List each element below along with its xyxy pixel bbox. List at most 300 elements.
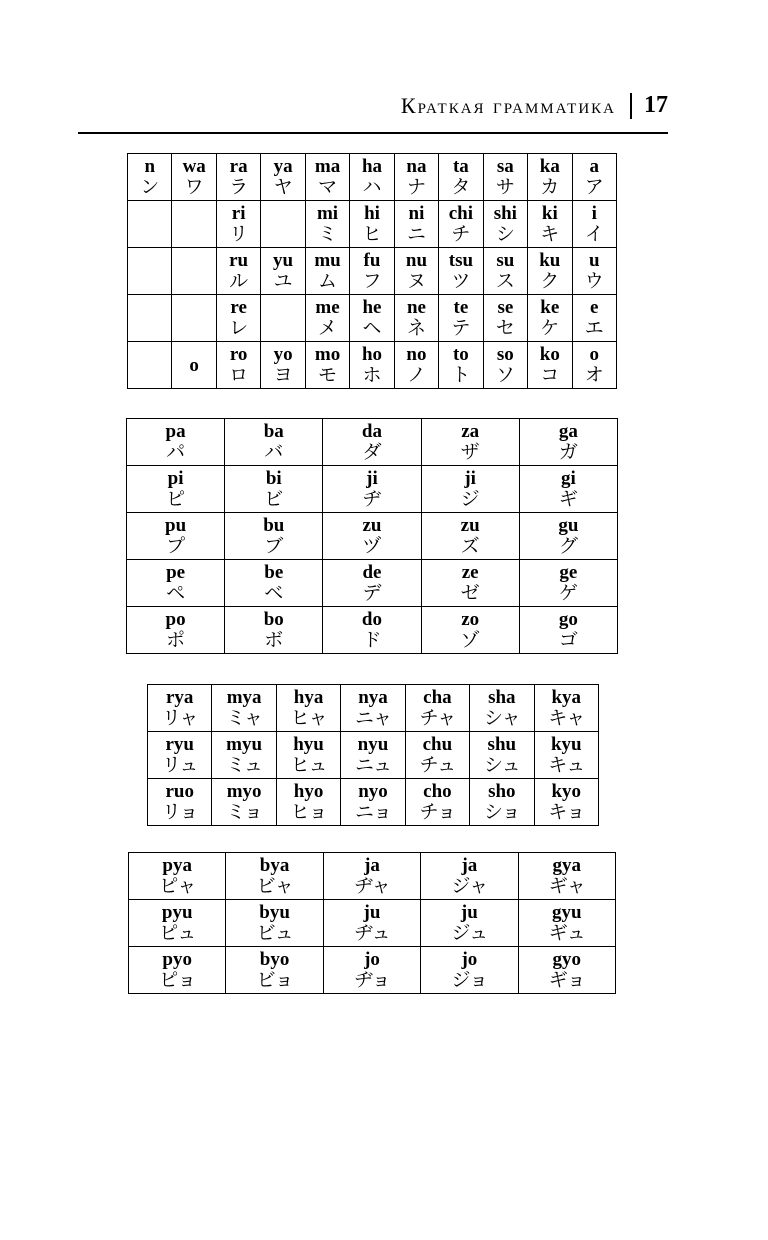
table-row	[128, 201, 617, 248]
romaji-label: gya	[552, 854, 582, 876]
romaji-label: be	[264, 561, 284, 583]
katakana-glyph: ワ	[184, 175, 204, 198]
romaji-label: nu	[405, 249, 428, 271]
kana-cell	[534, 732, 598, 779]
katakana-glyph: ム	[318, 269, 338, 292]
page-header	[78, 88, 668, 134]
table-row	[129, 900, 616, 947]
kana-cell	[405, 732, 469, 779]
katakana-glyph: ギョ	[548, 968, 585, 991]
kana-cell	[216, 201, 260, 248]
romaji-label: zo	[461, 608, 480, 630]
romaji-label: ni	[408, 202, 425, 224]
katakana-glyph: ビャ	[256, 874, 293, 897]
kana-cell	[127, 607, 225, 654]
kana-cell	[323, 513, 421, 560]
katakana-glyph: リョ	[161, 800, 198, 823]
romaji-label: gyo	[552, 948, 582, 970]
katakana-glyph: チョ	[419, 800, 456, 823]
romaji-label: hyu	[293, 733, 324, 755]
katakana-glyph: リ	[229, 222, 249, 245]
katakana-glyph: ユ	[273, 269, 293, 292]
kana-cell	[172, 248, 216, 295]
katakana-glyph: ド	[362, 628, 382, 651]
romaji-label: byu	[259, 901, 290, 923]
kana-cell	[225, 466, 323, 513]
kana-cell	[341, 685, 405, 732]
header-inner	[401, 92, 668, 119]
katakana-glyph: メ	[318, 316, 338, 339]
katakana-glyph: キ	[540, 222, 560, 245]
romaji-label: re	[230, 296, 247, 318]
romaji-label: go	[558, 608, 578, 630]
katakana-glyph: ビ	[264, 487, 284, 510]
katakana-glyph: シ	[495, 222, 515, 245]
katakana-glyph: ミャ	[226, 706, 262, 729]
romaji-label: su	[496, 249, 515, 271]
romaji-label: bu	[263, 514, 285, 536]
katakana-glyph: ロ	[229, 363, 249, 386]
katakana-glyph: ポ	[166, 628, 186, 651]
kana-cell	[350, 295, 394, 342]
kana-cell	[305, 248, 349, 295]
katakana-glyph: ミュ	[226, 753, 262, 776]
kana-cell	[323, 419, 421, 466]
kana-cell	[261, 154, 305, 201]
romaji-label: e	[590, 296, 599, 318]
kana-cell	[350, 342, 394, 389]
katakana-glyph: カ	[540, 175, 560, 198]
romaji-label: so	[496, 343, 514, 365]
kana-cell	[128, 342, 172, 389]
kana-cell	[572, 342, 616, 389]
katakana-glyph: ギャ	[548, 874, 585, 897]
kana-cell	[212, 685, 276, 732]
katakana-glyph: シャ	[484, 706, 520, 729]
katakana-glyph: ウ	[584, 269, 604, 292]
kana-cell	[305, 342, 349, 389]
romaji-label: pya	[162, 854, 192, 876]
katakana-glyph: ズ	[460, 534, 480, 557]
kana-cell	[323, 947, 420, 994]
katakana-glyph: グ	[558, 534, 578, 557]
romaji-label: cho	[423, 780, 452, 802]
katakana-glyph: デ	[362, 581, 382, 604]
romaji-label: bi	[265, 467, 282, 489]
romaji-label: jo	[364, 948, 380, 970]
kana-cell	[261, 342, 305, 389]
romaji-label: nyu	[357, 733, 389, 755]
table-row	[128, 342, 617, 389]
katakana-glyph: リュ	[161, 753, 198, 776]
katakana-glyph: ト	[451, 363, 471, 386]
kana-cell	[127, 513, 225, 560]
romaji-label: ge	[559, 561, 578, 583]
romaji-label: ga	[558, 420, 578, 442]
katakana-glyph: チ	[451, 222, 471, 245]
kana-cell	[128, 295, 172, 342]
romaji-label: ju	[460, 901, 478, 923]
kana-cell	[439, 154, 483, 201]
kana-cell	[528, 248, 572, 295]
kana-cell	[439, 248, 483, 295]
kana-cell	[341, 732, 405, 779]
katakana-glyph: ピュ	[159, 921, 196, 944]
romaji-label: ji	[464, 467, 476, 489]
katakana-glyph: ヂャ	[354, 874, 390, 897]
kana-cell	[439, 201, 483, 248]
katakana-glyph: パ	[166, 440, 186, 463]
romaji-label: ka	[539, 155, 560, 177]
table-row	[127, 513, 618, 560]
katakana-glyph: ゴ	[558, 628, 578, 651]
katakana-glyph: ソ	[495, 363, 515, 386]
table-row	[148, 732, 599, 779]
katakana-glyph: ニュ	[354, 753, 391, 776]
romaji-label: do	[361, 608, 382, 630]
kana-cell	[519, 513, 617, 560]
katakana-glyph: マ	[318, 175, 338, 198]
katakana-glyph: ゼ	[460, 581, 480, 604]
table-row	[128, 248, 617, 295]
katakana-glyph: キャ	[548, 706, 585, 729]
katakana-glyph: ホ	[362, 363, 382, 386]
romaji-label: ro	[229, 343, 248, 365]
kana-cell	[148, 685, 212, 732]
kana-cell	[261, 295, 305, 342]
kana-cell	[470, 732, 534, 779]
romaji-label: he	[362, 296, 382, 318]
katakana-glyph: ジャ	[451, 874, 488, 897]
romaji-label: ko	[539, 343, 560, 365]
katakana-glyph: リャ	[161, 706, 198, 729]
kana-cell	[350, 201, 394, 248]
romaji-label: pa	[165, 420, 186, 442]
romaji-label: ho	[361, 343, 383, 365]
katakana-glyph: プ	[166, 534, 186, 557]
kana-cell	[127, 560, 225, 607]
katakana-glyph: レ	[229, 316, 249, 339]
kana-cell	[129, 947, 226, 994]
katakana-glyph: バ	[264, 440, 284, 463]
romaji-label: mya	[226, 686, 262, 708]
katakana-glyph: ヒ	[362, 222, 382, 245]
romaji-label: mi	[316, 202, 339, 224]
katakana-glyph: ス	[495, 269, 515, 292]
romaji-label: myo	[226, 780, 262, 802]
romaji-label: bo	[263, 608, 284, 630]
katakana-voiced-table	[126, 418, 618, 654]
kana-cell	[421, 560, 519, 607]
kana-cell	[172, 295, 216, 342]
kana-cell	[127, 419, 225, 466]
romaji-label: ra	[229, 155, 248, 177]
kana-cell	[519, 560, 617, 607]
kana-cell	[439, 295, 483, 342]
kana-cell	[439, 342, 483, 389]
kana-cell	[394, 295, 438, 342]
kana-cell	[518, 947, 615, 994]
romaji-label: ryu	[165, 733, 194, 755]
kana-cell	[572, 201, 616, 248]
katakana-glyph: ヤ	[273, 175, 293, 198]
katakana-basic-table	[127, 153, 617, 389]
katakana-glyph: ブ	[264, 534, 284, 557]
katakana-glyph: チャ	[419, 706, 456, 729]
table-row	[148, 685, 599, 732]
kana-cell	[226, 900, 323, 947]
katakana-glyph: ボ	[264, 628, 284, 651]
romaji-label: pyu	[161, 901, 193, 923]
kana-cell	[172, 342, 216, 389]
table-row	[127, 466, 618, 513]
katakana-glyph: フ	[362, 269, 382, 292]
romaji-label: pu	[165, 514, 187, 536]
katakana-glyph: ハ	[362, 175, 382, 198]
katakana-glyph: イ	[584, 222, 604, 245]
kana-cell	[519, 466, 617, 513]
romaji-label: gyu	[551, 901, 582, 923]
kana-cell	[323, 900, 420, 947]
kana-cell	[572, 154, 616, 201]
kana-cell	[394, 342, 438, 389]
romaji-label: chu	[422, 733, 453, 755]
romaji-label: de	[362, 561, 382, 583]
romaji-label: ki	[541, 202, 558, 224]
romaji-label: nyo	[358, 780, 388, 802]
katakana-glyph: ケ	[540, 316, 560, 339]
katakana-glyph: ヂョ	[354, 968, 390, 991]
table-row	[127, 607, 618, 654]
katakana-glyph: ノ	[406, 363, 426, 386]
kana-cell	[394, 248, 438, 295]
kana-cell	[216, 342, 260, 389]
kana-cell	[225, 513, 323, 560]
kana-cell	[350, 154, 394, 201]
romaji-label: hyo	[293, 780, 324, 802]
katakana-glyph: コ	[540, 363, 560, 386]
romaji-label: o	[189, 354, 199, 376]
romaji-label: rya	[165, 686, 194, 708]
table-row	[128, 295, 617, 342]
kana-cell	[261, 201, 305, 248]
kana-cell	[172, 201, 216, 248]
katakana-glyph: ギ	[558, 487, 578, 510]
kana-cell	[528, 342, 572, 389]
kana-cell	[216, 154, 260, 201]
romaji-label: na	[406, 155, 427, 177]
katakana-glyph: モ	[318, 363, 338, 386]
kana-cell	[572, 295, 616, 342]
kana-cell	[421, 947, 518, 994]
kana-cell	[225, 607, 323, 654]
romaji-label: ku	[539, 249, 561, 271]
romaji-label: i	[591, 202, 597, 224]
romaji-label: se	[497, 296, 514, 318]
katakana-glyph: ヒャ	[290, 706, 327, 729]
kana-cell	[528, 154, 572, 201]
katakana-glyph: ヨ	[273, 363, 293, 386]
romaji-label: pi	[167, 467, 184, 489]
kana-cell	[323, 607, 421, 654]
romaji-label: u	[588, 249, 600, 271]
kana-cell	[128, 201, 172, 248]
katakana-glyph: ビュ	[256, 921, 293, 944]
table-row	[127, 419, 618, 466]
kana-cell	[225, 419, 323, 466]
kana-cell	[350, 248, 394, 295]
romaji-label: kyu	[550, 733, 582, 755]
table-row	[127, 560, 618, 607]
kana-cell	[519, 419, 617, 466]
katakana-glyph: ツ	[451, 269, 471, 292]
kana-cell	[129, 853, 226, 900]
kana-cell	[172, 154, 216, 201]
kana-cell	[216, 295, 260, 342]
katakana-glyph: シュ	[484, 753, 520, 776]
kana-cell	[305, 201, 349, 248]
header-separator	[630, 93, 632, 119]
romaji-label: ne	[406, 296, 426, 318]
kana-cell	[528, 201, 572, 248]
kana-cell	[212, 779, 276, 826]
kana-cell	[421, 900, 518, 947]
romaji-label: fu	[363, 249, 381, 271]
katakana-glyph: ミョ	[226, 800, 262, 823]
katakana-glyph: エ	[584, 316, 604, 339]
romaji-label: mo	[314, 343, 341, 365]
kana-cell	[394, 201, 438, 248]
romaji-label: za	[461, 420, 480, 442]
romaji-label: ha	[361, 155, 383, 177]
kana-cell	[226, 947, 323, 994]
romaji-label: da	[361, 420, 382, 442]
romaji-label: ba	[263, 420, 284, 442]
katakana-glyph: チュ	[419, 753, 456, 776]
romaji-label: me	[315, 296, 340, 318]
katakana-glyph: ラ	[229, 175, 249, 198]
katakana-glyph: ヂュ	[354, 921, 390, 944]
katakana-glyph: ミ	[318, 222, 338, 245]
kana-cell	[276, 685, 340, 732]
katakana-glyph: ニ	[406, 222, 426, 245]
romaji-label: pyo	[162, 948, 192, 970]
kana-cell	[212, 732, 276, 779]
romaji-label: hya	[293, 686, 324, 708]
romaji-label: o	[589, 343, 600, 365]
kana-cell	[128, 154, 172, 201]
katakana-glyph: ガ	[558, 440, 578, 463]
table-row	[129, 853, 616, 900]
romaji-label: sho	[488, 780, 516, 802]
romaji-label: yu	[273, 249, 294, 271]
kana-cell	[470, 685, 534, 732]
romaji-label: myu	[226, 733, 263, 755]
kana-cell	[528, 295, 572, 342]
katakana-glyph: ン	[140, 175, 160, 198]
kana-cell	[225, 560, 323, 607]
kana-cell	[323, 853, 420, 900]
kana-cell	[519, 607, 617, 654]
romaji-label: ji	[366, 467, 378, 489]
kana-cell	[148, 779, 212, 826]
romaji-label: hi	[364, 202, 380, 224]
katakana-glyph: オ	[584, 363, 604, 386]
page-number: 17	[644, 92, 668, 118]
kana-cell	[305, 154, 349, 201]
kana-cell	[305, 295, 349, 342]
table-row	[128, 154, 617, 201]
romaji-label: ru	[229, 249, 249, 271]
romaji-label: bya	[259, 854, 290, 876]
kana-cell	[261, 248, 305, 295]
romaji-label: kya	[551, 686, 582, 708]
romaji-label: tsu	[448, 249, 474, 271]
kana-cell	[148, 732, 212, 779]
katakana-glyph: ル	[229, 269, 249, 292]
romaji-label: n	[144, 155, 156, 177]
kana-cell	[518, 900, 615, 947]
kana-cell	[483, 248, 527, 295]
romaji-label: ta	[452, 155, 469, 177]
romaji-label: byo	[259, 948, 290, 970]
kana-cell	[323, 466, 421, 513]
katakana-glyph: ダ	[362, 440, 382, 463]
table-row	[148, 779, 599, 826]
kana-cell	[276, 779, 340, 826]
romaji-label: ri	[231, 202, 246, 224]
katakana-glyph: ヂ	[362, 487, 382, 510]
romaji-label: yo	[273, 343, 293, 365]
romaji-label: gi	[560, 467, 576, 489]
romaji-label: pe	[166, 561, 186, 583]
romaji-label: ke	[540, 296, 560, 318]
katakana-glyph: ビョ	[256, 968, 293, 991]
kana-cell	[129, 900, 226, 947]
kana-cell	[483, 201, 527, 248]
kana-cell	[127, 466, 225, 513]
kana-cell	[323, 560, 421, 607]
kana-cell	[216, 248, 260, 295]
romaji-label: shu	[487, 733, 517, 755]
katakana-glyph: ゾ	[460, 628, 480, 651]
katakana-glyph: ベ	[264, 581, 284, 604]
katakana-glyph: ヘ	[362, 316, 382, 339]
kana-cell	[470, 779, 534, 826]
katakana-glyph: ク	[540, 269, 560, 292]
romaji-label: mu	[314, 249, 341, 271]
katakana-glyph: ネ	[406, 316, 426, 339]
romaji-label: no	[406, 343, 427, 365]
romaji-label: a	[589, 155, 600, 177]
romaji-label: shi	[493, 202, 517, 224]
romaji-label: zu	[460, 514, 480, 536]
katakana-glyph: ジ	[460, 487, 480, 510]
kana-cell	[405, 779, 469, 826]
romaji-label: gu	[558, 514, 579, 536]
katakana-glyph: ピ	[166, 487, 186, 510]
katakana-glyph: ヒュ	[290, 753, 327, 776]
kana-cell	[483, 295, 527, 342]
katakana-glyph: タ	[451, 175, 471, 198]
katakana-glyph: キョ	[548, 800, 585, 823]
katakana-glyph: ショ	[484, 800, 520, 823]
kana-cell	[405, 685, 469, 732]
kana-cell	[421, 607, 519, 654]
katakana-glyph: ヌ	[406, 269, 426, 292]
katakana-glyph: セ	[495, 316, 515, 339]
romaji-label: ja	[364, 854, 380, 876]
